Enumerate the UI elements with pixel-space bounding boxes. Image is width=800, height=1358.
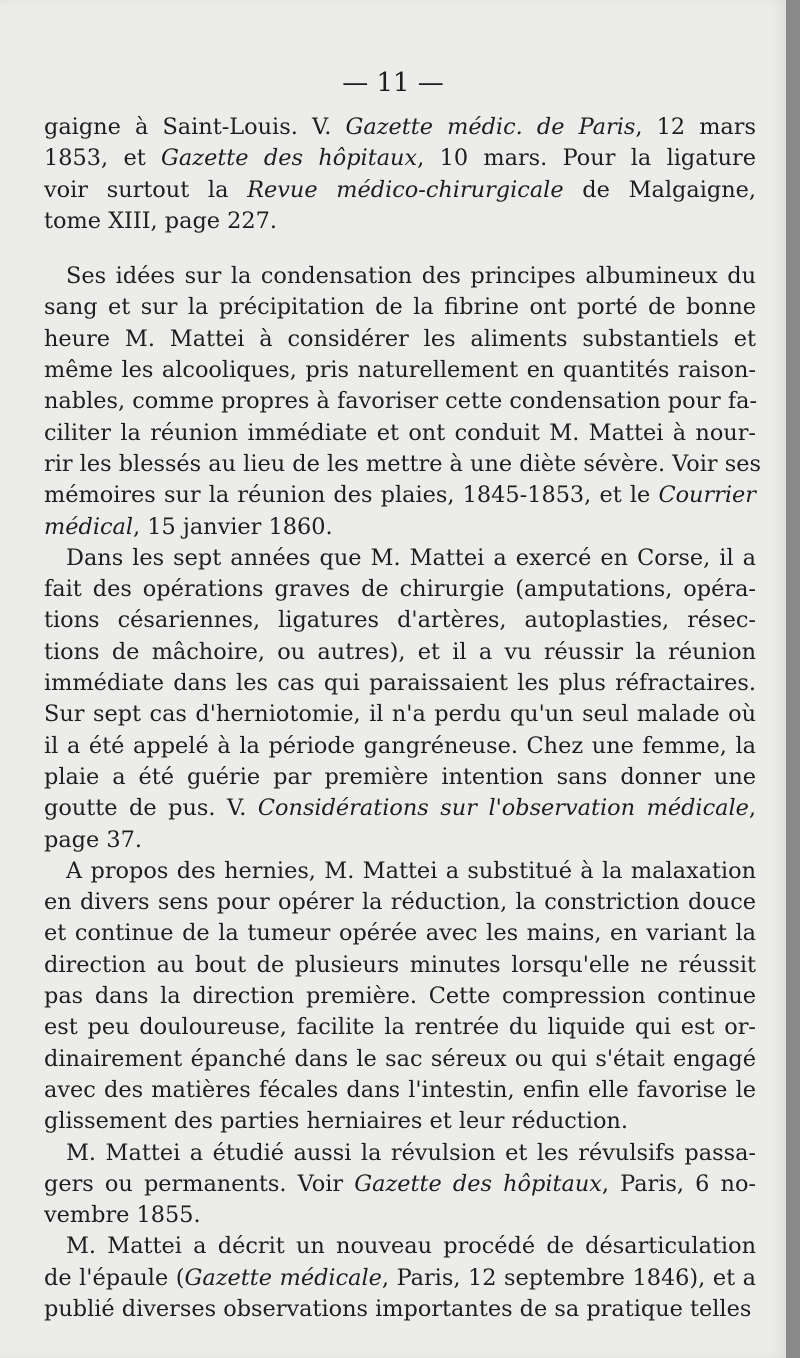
text-run: ,	[748, 795, 756, 822]
text-run: plaie a été guérie par première intention sans donner une	[44, 763, 756, 790]
text-line	[44, 793, 756, 824]
text-run: de l'épaule (	[44, 1264, 185, 1291]
text-line	[44, 480, 756, 511]
text-run: même les alcooliques, pris naturellement en quantités raison-	[44, 357, 756, 384]
text-run: A propos des hernies, M. Mattei a substitué à la malaxation	[66, 857, 756, 884]
text-line	[44, 574, 756, 605]
text-line	[44, 950, 756, 981]
paragraph-hernies	[44, 856, 756, 1138]
text-run: il a été appelé à la période gangréneuse. Chez une femme, la	[44, 732, 756, 759]
italic-citation: Revue médico-chirurgicale	[247, 176, 564, 203]
text-run: direction au bout de plusieurs minutes lorsqu'elle ne réussit	[44, 951, 756, 978]
text-run: M. Mattei a décrit un nouveau procédé de désarticulation	[66, 1233, 756, 1260]
text-run: mémoires sur la réunion des plaies, 1845-1853, et le	[44, 482, 659, 509]
text-run: publié diverses observations importantes de sa pratique telles	[44, 1295, 752, 1322]
italic-citation: Gazette des hôpitaux	[161, 145, 418, 172]
text-run: goutte de pus. V.	[44, 795, 258, 822]
text-run: de Malgaigne,	[563, 176, 756, 203]
text-line	[44, 668, 756, 699]
text-line	[44, 386, 756, 417]
text-run: , 10 mars. Pour la ligature	[417, 145, 756, 172]
text-line	[44, 543, 756, 574]
text-run: et continue de la tumeur opérée avec les mains, en variant la	[44, 920, 756, 947]
text-line	[44, 1263, 756, 1294]
text-line	[44, 825, 756, 856]
italic-citation: Considérations sur l'observation médicale	[257, 795, 749, 822]
text-line	[44, 918, 756, 949]
text-run: tions césariennes, ligatures d'artères, autoplasties, résec-	[44, 607, 756, 634]
paragraph-desarticulation	[44, 1231, 756, 1325]
italic-citation: Gazette médicale	[184, 1264, 382, 1291]
text-run: 1853, et	[44, 145, 162, 172]
paragraph-condensation	[44, 261, 761, 543]
text-line	[44, 206, 756, 237]
text-line	[44, 856, 756, 887]
text-line	[44, 1075, 756, 1106]
text-line	[44, 731, 756, 762]
text-line	[44, 762, 756, 793]
text-line	[44, 143, 756, 174]
text-line	[44, 449, 761, 480]
text-line	[44, 355, 756, 386]
text-run: Sur sept cas d'herniotomie, il n'a perdu qu'un seul malade où	[44, 701, 756, 728]
text-run: , Paris, 12 septembre 1846), et a	[381, 1264, 756, 1291]
text-run: ciliter la réunion immédiate et ont conduit M. Mattei à nour-	[44, 419, 756, 446]
text-run: fait des opérations graves de chirurgie (amputations, opéra-	[44, 576, 756, 603]
paragraph-continuation	[44, 112, 756, 237]
text-run: glissement des parties herniaires et leur réduction.	[44, 1108, 628, 1135]
page-number: — 11 —	[342, 68, 444, 98]
paragraph-corse-operations	[44, 543, 756, 856]
text-run: est peu douloureuse, facilite la rentrée du liquide qui est or-	[44, 1014, 756, 1041]
text-line	[44, 1294, 756, 1325]
text-line	[44, 292, 756, 323]
text-line	[44, 1044, 756, 1075]
text-line	[44, 637, 756, 668]
text-run: voir surtout la	[44, 176, 248, 203]
text-run: vembre 1855.	[44, 1202, 201, 1229]
text-run: sang et sur la précipitation de la fibrine ont porté de bonne	[44, 294, 756, 321]
text-line	[44, 1169, 756, 1200]
text-run: nables, comme propres à favoriser cette condensation pour fa-	[44, 388, 758, 415]
text-run: gers ou permanents. Voir	[44, 1170, 355, 1197]
text-line	[44, 1106, 756, 1137]
body-text	[44, 112, 761, 1325]
text-run: M. Mattei a étudié aussi la révulsion et les révulsifs passa-	[66, 1139, 756, 1166]
text-run: heure M. Mattei à considérer les aliments substantiels et	[44, 325, 756, 352]
text-run: pas dans la direction première. Cette compression continue	[44, 983, 756, 1010]
text-line	[44, 981, 756, 1012]
italic-citation: Gazette des hôpitaux	[354, 1170, 602, 1197]
text-line	[44, 512, 756, 543]
italic-citation: médical	[44, 513, 134, 540]
text-run: dinairement épanché dans le sac séreux ou qui s'était engagé	[44, 1045, 756, 1072]
text-run: , 12 mars	[635, 114, 756, 140]
text-line	[44, 605, 756, 636]
text-line	[44, 418, 756, 449]
text-line	[44, 699, 756, 730]
text-line	[44, 1200, 756, 1231]
text-run: gaigne à Saint-Louis. V.	[44, 114, 346, 140]
text-line	[44, 887, 756, 918]
text-run: Dans les sept années que M. Mattei a exercé en Corse, il a	[66, 544, 756, 571]
text-line	[44, 1138, 756, 1169]
text-run: , 15 janvier 1860.	[133, 513, 333, 540]
paragraph-revulsion	[44, 1138, 756, 1232]
text-line	[44, 261, 756, 292]
text-line	[44, 175, 756, 206]
text-line	[44, 112, 756, 143]
text-run: tions de mâchoire, ou autres), et il a vu réussir la réunion	[44, 638, 756, 665]
text-run: page 37.	[44, 826, 142, 853]
text-run: rir les blessés au lieu de les mettre à une diète sévère. Voir ses	[44, 450, 761, 477]
text-line	[44, 1231, 756, 1262]
text-run: avec des matières fécales dans l'intestin, enfin elle favorise le	[44, 1076, 756, 1103]
text-run: immédiate dans les cas qui paraissaient les plus réfractaires.	[44, 670, 756, 697]
text-run: tome XIII, page 227.	[44, 207, 278, 234]
text-run: , Paris, 6 no-	[601, 1170, 756, 1197]
text-line	[44, 1012, 756, 1043]
text-run: Ses idées sur la condensation des principes albumineux du	[66, 263, 756, 290]
italic-citation: Courrier	[658, 482, 756, 509]
text-run: en divers sens pour opérer la réduction, la constriction douce	[44, 889, 756, 916]
italic-citation: Gazette médic. de Paris	[345, 114, 636, 140]
text-line	[44, 324, 756, 355]
